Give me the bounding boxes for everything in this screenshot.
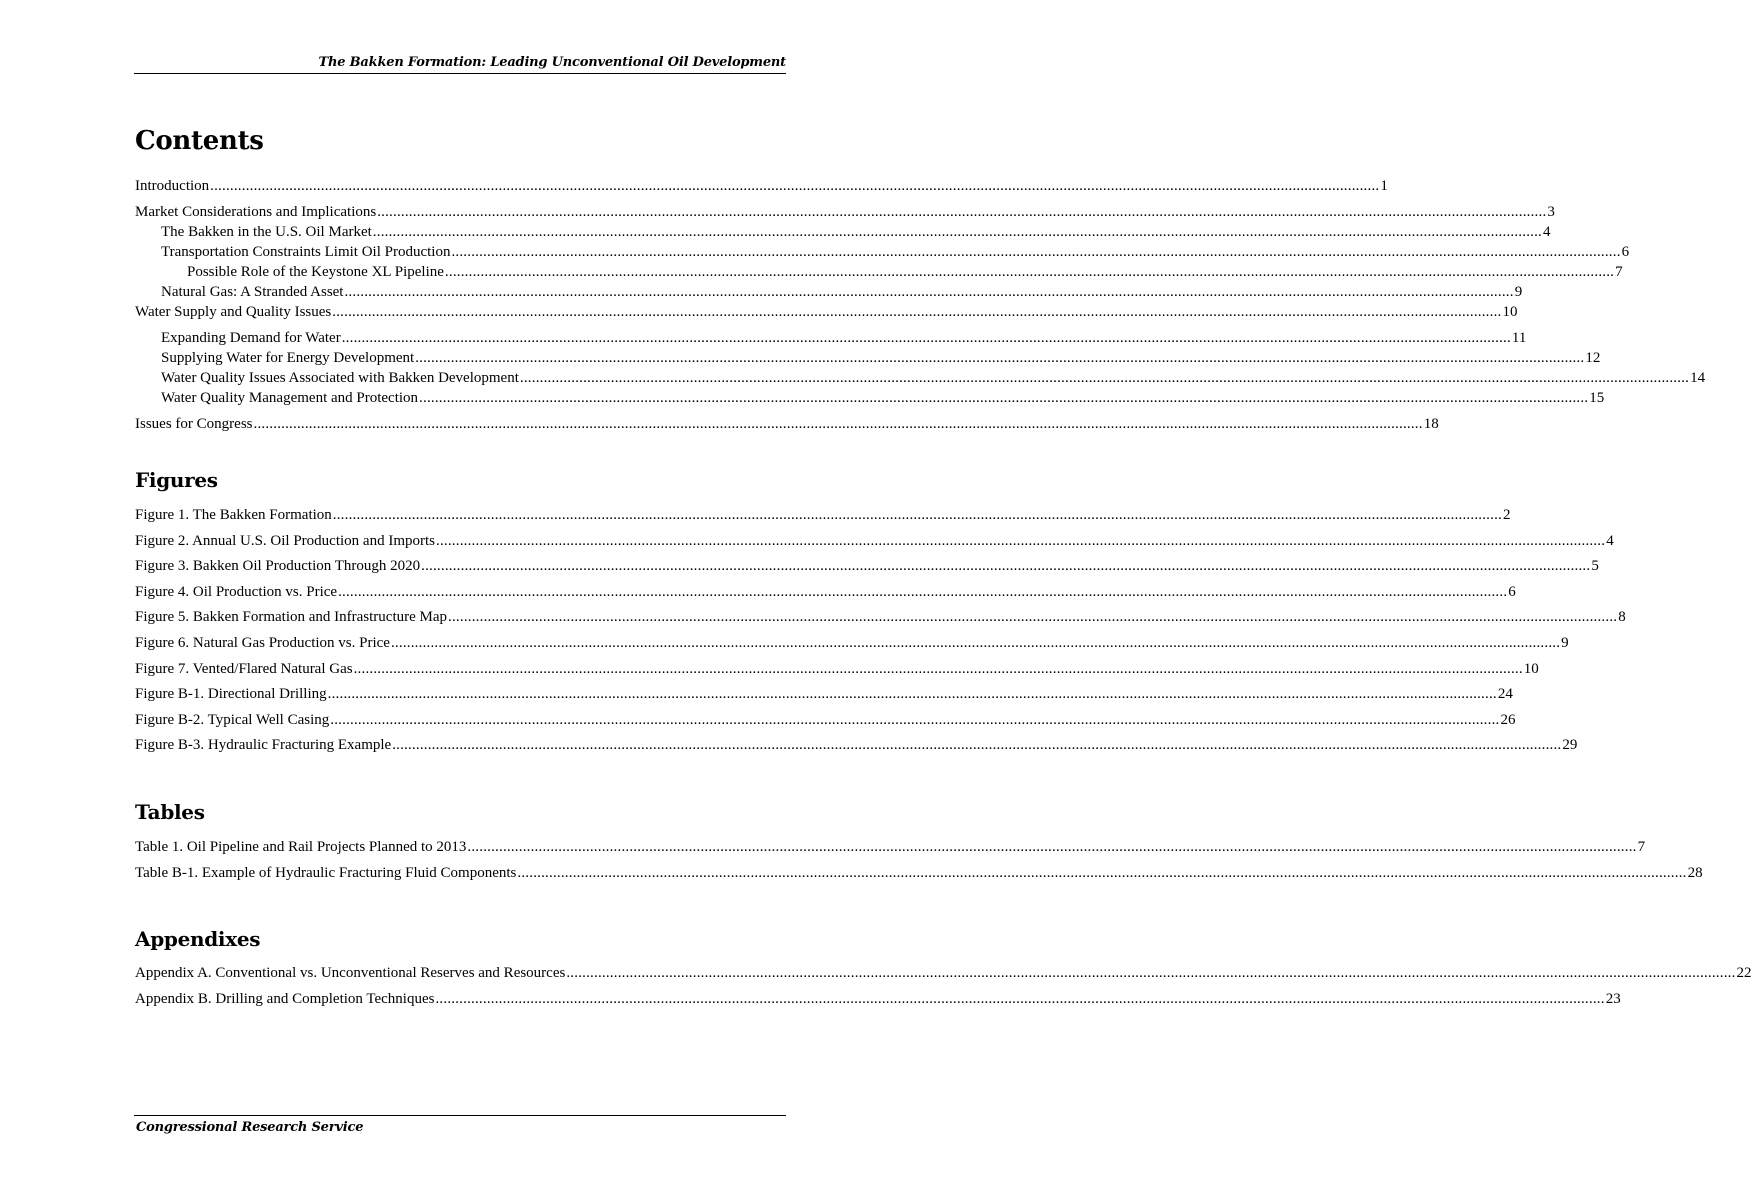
toc-entry[interactable] bbox=[135, 735, 1578, 755]
toc-entry[interactable] bbox=[135, 556, 1599, 576]
toc-entry-page: 29 bbox=[1562, 737, 1578, 754]
dot-leader bbox=[421, 556, 1590, 576]
contents-heading: Contents bbox=[135, 126, 264, 156]
toc-entry-title: Water Quality Management and Protection bbox=[161, 390, 419, 406]
toc-entry-title: Figure 1. The Bakken Formation bbox=[135, 507, 332, 523]
dot-leader bbox=[391, 633, 1560, 653]
dot-leader bbox=[328, 684, 1497, 704]
toc-entry[interactable] bbox=[135, 388, 1605, 408]
toc-entry[interactable] bbox=[135, 659, 1539, 679]
toc-entry-title: Issues for Congress bbox=[135, 416, 253, 432]
toc-entry-page: 12 bbox=[1585, 350, 1601, 366]
dot-leader bbox=[354, 659, 1523, 679]
toc-entry[interactable] bbox=[135, 684, 1513, 704]
toc-entry[interactable] bbox=[135, 837, 1646, 857]
toc-entry-title: Figure 6. Natural Gas Production vs. Price bbox=[135, 634, 390, 651]
toc-entry-title: Water Supply and Quality Issues bbox=[135, 304, 332, 320]
dot-leader bbox=[344, 282, 1513, 302]
toc-entry-page: 24 bbox=[1497, 686, 1513, 703]
tables-list bbox=[135, 837, 1703, 889]
dot-leader bbox=[566, 963, 1735, 983]
toc-entry-title: Market Considerations and Implications bbox=[135, 204, 377, 220]
dot-leader bbox=[332, 302, 1501, 322]
toc-entry[interactable] bbox=[135, 328, 1527, 348]
dot-leader bbox=[419, 388, 1588, 408]
tables-heading: Tables bbox=[135, 800, 205, 824]
toc-entry-title: Appendix B. Drilling and Completion Techniques bbox=[135, 991, 435, 1007]
toc-entry-title: Figure B-3. Hydraulic Fracturing Example bbox=[135, 737, 392, 754]
toc-entry[interactable] bbox=[135, 262, 1623, 282]
toc-entry-title: Figure B-1. Directional Drilling bbox=[135, 686, 327, 703]
dot-leader bbox=[445, 262, 1614, 282]
toc-entry-page: 2 bbox=[1502, 507, 1511, 523]
dot-leader bbox=[392, 735, 1561, 755]
toc-entry[interactable] bbox=[135, 348, 1601, 368]
toc-entry-page: 15 bbox=[1589, 390, 1605, 406]
header-rule bbox=[134, 73, 786, 74]
toc-entry[interactable] bbox=[135, 710, 1516, 730]
toc-entry[interactable] bbox=[135, 302, 1518, 322]
toc-entry-page: 14 bbox=[1690, 370, 1706, 386]
toc-entry[interactable] bbox=[135, 863, 1703, 883]
toc-entry-title: Supplying Water for Energy Development bbox=[161, 350, 415, 366]
dot-leader bbox=[415, 348, 1584, 368]
toc-entry-page: 4 bbox=[1543, 224, 1551, 240]
toc-entry-page: 22 bbox=[1736, 965, 1752, 981]
toc-entry-page: 9 bbox=[1561, 634, 1569, 651]
toc-entry-title: Transportation Constraints Limit Oil Production bbox=[161, 244, 451, 260]
toc-entry[interactable] bbox=[135, 607, 1626, 627]
toc-entry-title: Introduction bbox=[135, 178, 210, 194]
toc-entry[interactable] bbox=[135, 505, 1511, 525]
toc-entry-page: 3 bbox=[1547, 204, 1555, 220]
toc-entry-title: Water Quality Issues Associated with Bakken Development bbox=[161, 370, 519, 386]
dot-leader bbox=[435, 989, 1604, 1009]
toc-entry-title: Figure 2. Annual U.S. Oil Production and Imports bbox=[135, 532, 435, 549]
toc-entry-page: 10 bbox=[1502, 304, 1518, 320]
dot-leader bbox=[333, 505, 1502, 525]
toc-entry[interactable] bbox=[135, 222, 1551, 242]
toc-entry-page: 18 bbox=[1423, 416, 1439, 432]
toc-entry[interactable] bbox=[135, 531, 1614, 551]
dot-leader bbox=[520, 368, 1689, 388]
toc-entry-page: 9 bbox=[1514, 284, 1523, 300]
toc-entry[interactable] bbox=[135, 202, 1555, 222]
toc-entry[interactable] bbox=[135, 989, 1621, 1009]
toc-entry-title: The Bakken in the U.S. Oil Market bbox=[161, 224, 372, 240]
toc-entry-page: 26 bbox=[1500, 711, 1516, 728]
appendixes-list bbox=[135, 963, 1752, 1015]
dot-leader bbox=[517, 863, 1686, 883]
toc-entry[interactable] bbox=[135, 963, 1752, 983]
dot-leader bbox=[448, 607, 1617, 627]
toc-entry[interactable] bbox=[135, 282, 1523, 302]
toc-entry-page: 6 bbox=[1508, 583, 1516, 600]
dot-leader bbox=[254, 414, 1423, 434]
toc-entry-title: Figure 7. Vented/Flared Natural Gas bbox=[135, 660, 353, 677]
dot-leader bbox=[330, 710, 1499, 730]
figures-list bbox=[135, 505, 1626, 761]
toc-entry-page: 8 bbox=[1618, 609, 1626, 626]
toc-entry-title: Figure 3. Bakken Oil Production Through 2020 bbox=[135, 558, 421, 575]
toc-entry-title: Figure B-2. Typical Well Casing bbox=[135, 711, 330, 728]
footer-rule bbox=[134, 1115, 786, 1116]
running-footer: Congressional Research Service bbox=[136, 1120, 364, 1135]
toc-entry-page: 11 bbox=[1511, 330, 1527, 346]
toc-entry[interactable] bbox=[135, 414, 1439, 434]
toc-entry-page: 4 bbox=[1606, 532, 1614, 549]
toc-entry-title: Figure 4. Oil Production vs. Price bbox=[135, 583, 338, 600]
toc-entry-title: Table 1. Oil Pipeline and Rail Projects Planned to 2013 bbox=[135, 839, 467, 855]
appendixes-heading: Appendixes bbox=[135, 927, 261, 951]
running-header: The Bakken Formation: Leading Unconventional Oil Development bbox=[318, 55, 786, 70]
toc-entry[interactable] bbox=[135, 368, 1706, 388]
toc-entry-title: Expanding Demand for Water bbox=[161, 330, 341, 346]
toc-entry[interactable] bbox=[135, 633, 1569, 653]
toc-entry-title: Appendix A. Conventional vs. Unconventional Reserves and Resources bbox=[135, 965, 566, 981]
dot-leader bbox=[451, 242, 1620, 262]
toc-entry-page: 7 bbox=[1615, 264, 1623, 280]
dot-leader bbox=[467, 837, 1636, 857]
dot-leader bbox=[342, 328, 1511, 348]
toc-entry-page: 7 bbox=[1637, 839, 1646, 855]
figures-heading: Figures bbox=[135, 468, 218, 492]
contents-list bbox=[135, 176, 1706, 434]
toc-entry-title: Table B-1. Example of Hydraulic Fracturing Fluid Components bbox=[135, 865, 517, 881]
dot-leader bbox=[373, 222, 1542, 242]
toc-entry-page: 1 bbox=[1380, 178, 1388, 194]
toc-entry-page: 6 bbox=[1621, 244, 1630, 260]
toc-entry-title: Figure 5. Bakken Formation and Infrastructure Map bbox=[135, 609, 448, 626]
toc-entry[interactable] bbox=[135, 242, 1630, 262]
dot-leader bbox=[338, 582, 1507, 602]
toc-entry-title: Natural Gas: A Stranded Asset bbox=[161, 284, 344, 300]
toc-entry-page: 5 bbox=[1591, 558, 1599, 575]
toc-entry-page: 23 bbox=[1605, 991, 1621, 1007]
toc-entry-title: Possible Role of the Keystone XL Pipeline bbox=[187, 264, 444, 280]
toc-entry-page: 28 bbox=[1687, 865, 1703, 881]
toc-entry[interactable] bbox=[135, 582, 1516, 602]
dot-leader bbox=[436, 531, 1605, 551]
dot-leader bbox=[377, 202, 1546, 222]
toc-entry[interactable] bbox=[135, 176, 1388, 196]
toc-entry-page: 10 bbox=[1523, 660, 1539, 677]
dot-leader bbox=[210, 176, 1379, 196]
